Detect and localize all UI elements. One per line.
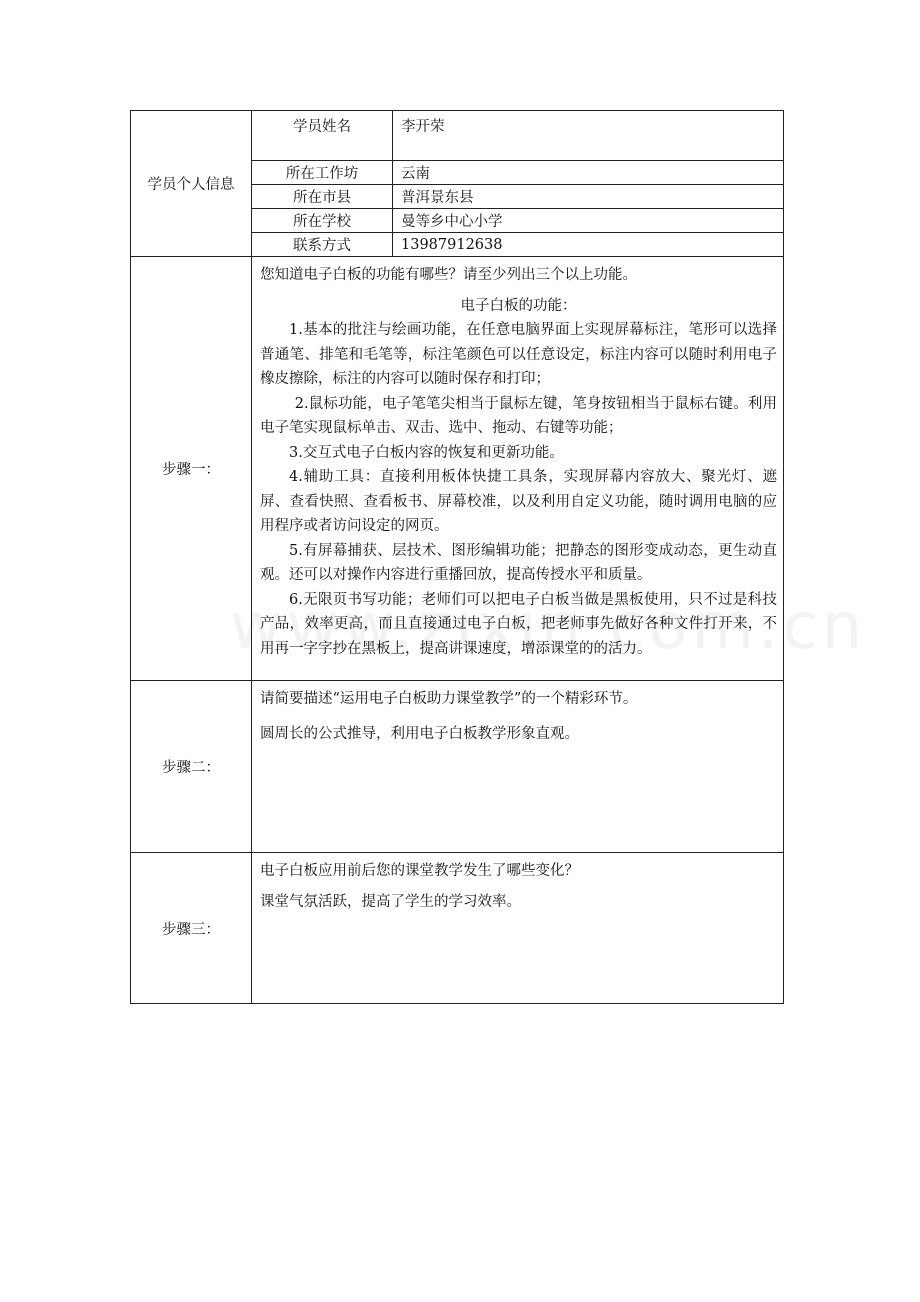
step1-item-3: 3.交互式电子白板内容的恢复和更新功能。 (289, 444, 564, 461)
county-value: 普洱景东县 (393, 185, 784, 209)
step2-body (252, 681, 784, 853)
step1-question: 您知道电子白板的功能有哪些？请至少列出三个以上功能。 (260, 267, 637, 283)
county-label: 所在市县 (252, 185, 393, 209)
step3-row (131, 853, 784, 1004)
step2-answer: 圆周长的公式推导，利用电子白板教学形象直观。 (260, 725, 579, 742)
name-row (131, 111, 784, 161)
name-value: 李开荣 (393, 111, 784, 161)
step3-label: 步骤三： (131, 853, 252, 1004)
workshop-label: 所在工作坊 (252, 161, 393, 185)
step3-question: 电子白板应用前后您的课堂教学发生了哪些变化？ (260, 863, 579, 879)
contact-label: 联系方式 (252, 233, 393, 257)
contact-value: 13987912638 (393, 233, 784, 257)
step1-item-1: 1.基本的批注与绘画功能，在任意电脑界面上实现屏幕标注，笔形可以选择普通笔、排笔和毛笔等，标注笔颜色可以任意设定，标注内容可以随时利用电子橡皮擦除，标注的内容可以随时保存和打印； (260, 322, 777, 387)
step1-body (252, 257, 784, 681)
step1-heading: 电子白板的功能： (460, 297, 577, 314)
step1-item-2: 2.鼠标功能，电子笔笔尖相当于鼠标左键，笔身按钮相当于鼠标右键。利用电子笔实现鼠标单击、双击、选中、拖动、右键等功能； (260, 395, 777, 436)
step1-row (131, 257, 784, 681)
step1-item-4: 4.辅助工具：直接利用板体快捷工具条，实现屏幕内容放大、聚光灯、遮屏、查看快照、查看板书、屏幕校准，以及利用自定义功能，随时调用电脑的应用程序或者访问设定的网页。 (260, 469, 777, 534)
workshop-value: 云南 (393, 161, 784, 185)
name-label: 学员姓名 (252, 111, 393, 161)
step2-row (131, 681, 784, 853)
training-form-table (130, 110, 784, 1004)
step1-label: 步骤一： (131, 257, 252, 681)
step3-answer: 课堂气氛活跃，提高了学生的学习效率。 (260, 893, 521, 910)
school-label: 所在学校 (252, 209, 393, 233)
step1-item-5: 5.有屏幕捕获、层技术、图形编辑功能；把静态的图形变成动态，更生动直观。还可以对操作内容进行重播回放，提高传授水平和质量。 (260, 542, 777, 583)
step2-question: 请简要描述“运用电子白板助力课堂教学”的一个精彩环节。 (260, 691, 638, 707)
step1-item-6: 6.无限页书写功能；老师们可以把电子白板当做是黑板使用，只不过是科技产品，效率更高，而且直接通过电子白板，把老师事先做好各种文件打开来，不用再一字字抄在黑板上，提高讲课速度，增添课堂的的活力。 (260, 591, 777, 657)
step2-label: 步骤二： (131, 681, 252, 853)
step3-body (252, 853, 784, 1004)
school-value: 曼等乡中心小学 (393, 209, 784, 233)
personal-info-label: 学员个人信息 (131, 111, 252, 257)
